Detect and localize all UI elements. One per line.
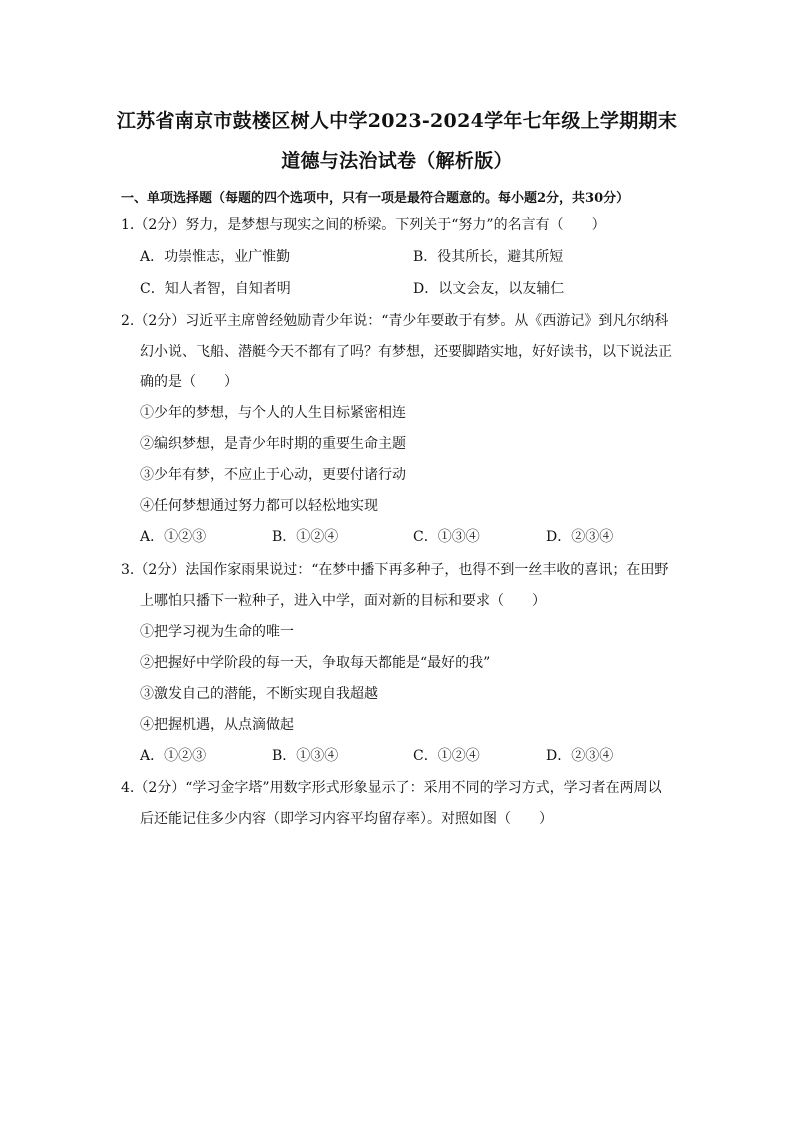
question-2-stem-line-2: 幻小说、飞船、潜艇今天不都有了吗？有梦想，还要脚踏实地，好好读书，以下说法正	[140, 344, 672, 360]
question-2-statement-2: ②编织梦想，是青少年时期的重要生命主题	[140, 436, 406, 452]
question-2-stem-line-1: 2.（2分）习近平主席曾经勉励青少年说：“青少年要敢于有梦。从《西游记》到凡尔纳科	[121, 313, 669, 329]
question-3-statement-1: ①把学习视为生命的唯一	[140, 624, 294, 640]
question-1-option-d: D．以文会友，以友辅仁	[413, 281, 565, 297]
question-3-stem-line-2: 上哪怕只播下一粒种子，进入中学，面对新的目标和要求（ ）	[140, 593, 546, 609]
question-3-stem-line-1: 3.（2分）法国作家雨果说过：“在梦中播下再多种子，也得不到一丝丰收的喜讯；在田野	[121, 562, 669, 578]
question-2-option-b: B．①②④	[272, 529, 339, 545]
section-heading: 一、单项选择题（每题的四个选项中，只有一项是最符合题意的。每小题2分，共30分）	[121, 191, 630, 206]
question-3-option-c: C．①②④	[413, 748, 480, 764]
question-2-option-a: A．①②③	[140, 529, 207, 545]
question-2-option-d: D．②③④	[546, 529, 614, 545]
question-2-statement-3: ③少年有梦，不应止于心动，更要付诸行动	[140, 467, 406, 483]
question-2-statement-1: ①少年的梦想，与个人的人生目标紧密相连	[140, 405, 406, 421]
question-3-statement-2: ②把握好中学阶段的每一天，争取每天都能是“最好的我”	[140, 655, 491, 671]
question-4-stem-line-1: 4.（2分）“学习金字塔”用数字形式形象显示了：采用不同的学习方式，学习者在两周以	[121, 780, 662, 796]
question-1-option-a: A．功崇惟志，业广惟勤	[140, 249, 291, 265]
question-4-stem-line-2: 后还能记住多少内容（即学习内容平均留存率）。对照如图（ ）	[140, 811, 553, 827]
question-3-option-b: B．①③④	[272, 748, 339, 764]
question-1-stem-line-1: 1.（2分）努力，是梦想与现实之间的桥梁。下列关于“努力”的名言有（ ）	[121, 217, 606, 233]
question-1-option-b: B．役其所长，避其所短	[413, 249, 564, 265]
question-3-statement-3: ③激发自己的潜能，不断实现自我超越	[140, 686, 378, 702]
document-title-line-2: 道德与法治试卷（解析版）	[281, 150, 513, 172]
question-3-option-d: D．②③④	[546, 748, 614, 764]
question-3-statement-4: ④把握机遇，从点滴做起	[140, 717, 294, 733]
question-2-option-c: C．①③④	[413, 529, 480, 545]
document-title-line-1: 江苏省南京市鼓楼区树人中学2023-2024学年七年级上学期期末	[116, 110, 678, 132]
question-3-option-a: A．①②③	[140, 748, 207, 764]
question-2-stem-line-3: 确的是（ ）	[140, 374, 238, 390]
question-2-statement-4: ④任何梦想通过努力都可以轻松地实现	[140, 498, 378, 514]
question-1-option-c: C．知人者智，自知者明	[140, 281, 291, 297]
